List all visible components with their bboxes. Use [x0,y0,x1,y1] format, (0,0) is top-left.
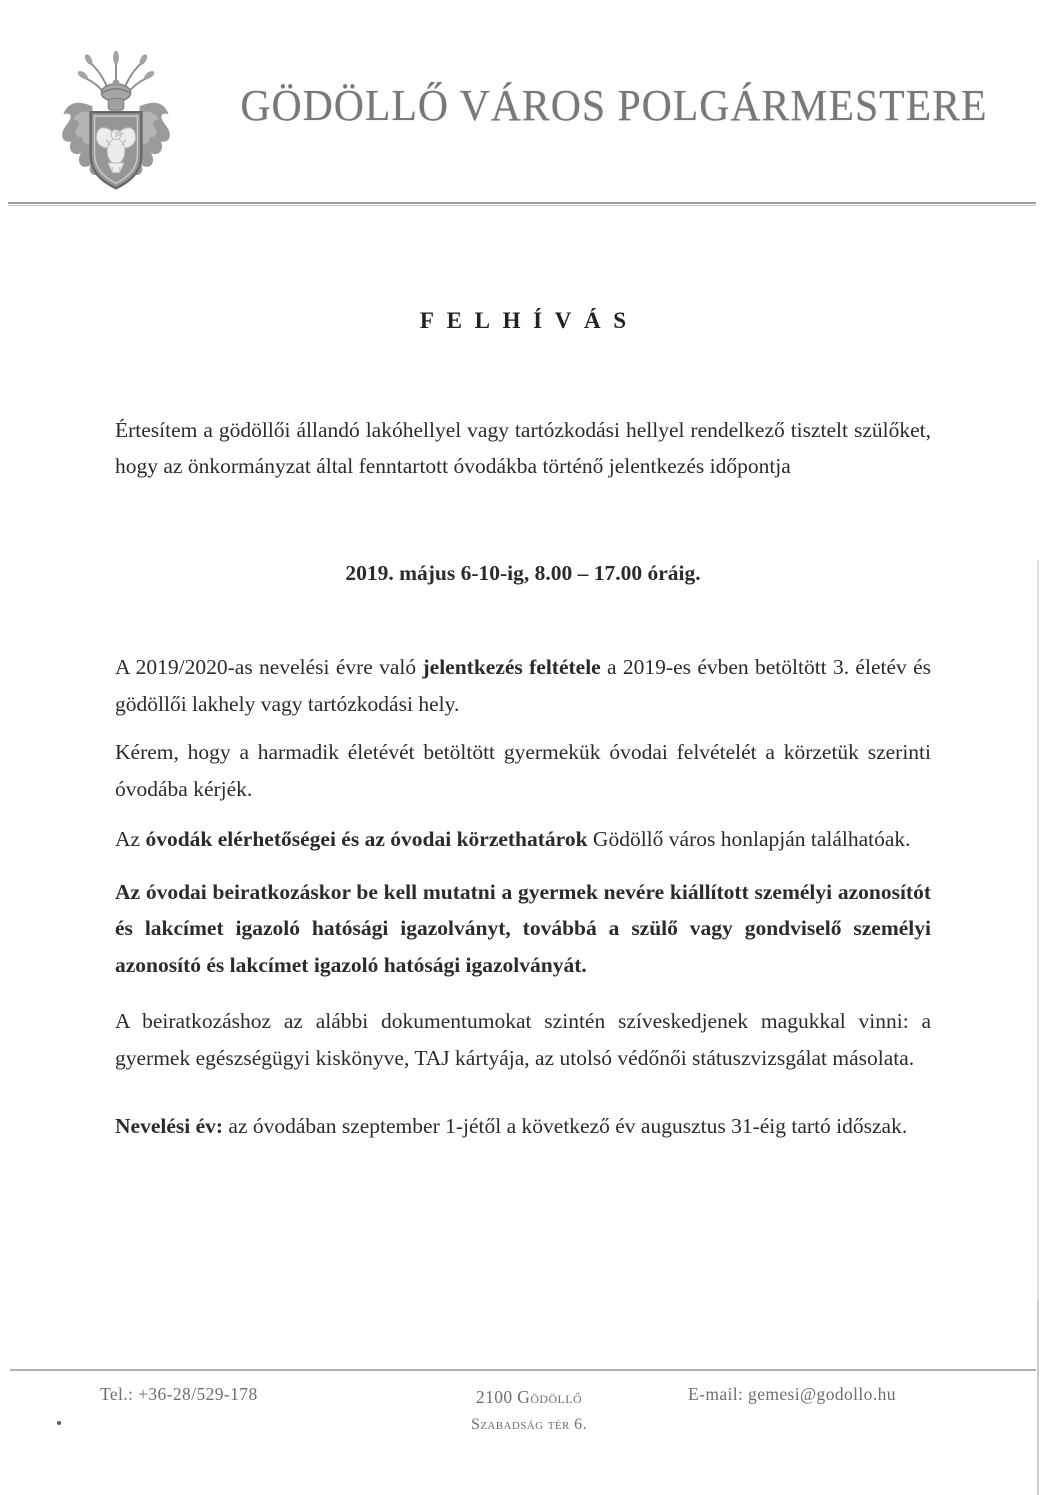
paragraph [115,1108,931,1145]
text-run: az óvodában szeptember 1-jétől a következő év augusztus 31-éig tartó időszak. [223,1114,908,1138]
text-run: Nevelési év: [115,1114,224,1138]
header-divider [8,202,1036,206]
text-run: Az óvodai beiratkozáskor be kell mutatni a gyermek nevére kiállított személyi azonosítót és lakcímet igazoló hatósági igazolványt, továbbá a szülő vagy gondviselő személyi azonosító és lakcímet igazoló hatósági igazolványát. [115,879,931,977]
text-run: 2019. május 6-10-ig, 8.00 – 17.00 óráig. [345,560,701,585]
text-run: Kérem, hogy a harmadik életévét betöltött gyermekük óvodai felvételét a körzetük szerinti óvodába kérjék. [115,740,931,801]
footer-address-line1: 2100 Gödöllő [475,1387,583,1407]
text-run: A 2019/2020-as nevelési évre való [115,655,423,679]
text-run: Értesítem a gödöllői állandó lakóhellyel vagy tartózkodási hellyel rendelkező tisztelt szülőket, hogy az önkormányzat által fenntartott óvodákba történő jelentkezés időpontja [115,417,931,478]
text-run: Az [115,827,146,851]
paragraph [115,821,931,858]
organization-name: GÖDÖLLŐ VÁROS POLGÁRMESTERE [240,81,988,130]
text-run: A beiratkozáshoz az alábbi dokumentumokat szintén szíveskedjenek magukkal vinni: a gyermek egészségügyi kiskönyve, TAJ kártyája, az utolsó védőnői státuszvizsgálat másolata. [115,1009,931,1070]
text-run: óvodák elérhetőségei és az óvodai körzethatárok [145,827,588,851]
paragraph [115,734,931,807]
letterhead [38,42,1038,197]
paragraph [115,649,931,722]
date-heading [115,555,931,592]
text-run: Gödöllő város honlapján találhatóak. [587,827,911,851]
text-run: jelentkezés feltétele [422,655,601,679]
document-body [115,412,931,1145]
paragraph [115,874,931,984]
document-title: FELHÍVÁS [419,308,639,333]
paragraph [115,1003,931,1076]
scan-artifact-vertical-line-dark [1037,1300,1039,1495]
footer-divider [10,1369,1036,1371]
document-body-wrapper [115,207,931,1145]
footer-address-line2: Szabadság tér 6. [471,1416,587,1433]
paragraph [115,412,931,485]
text-run: a 2019-es évben betöltött 3. életév és gödöllői lakhely vagy tartózkodási hely. [115,655,931,716]
footer-address [0,1384,1058,1438]
footer-email: E-mail: gemesi@godollo.hu [688,1384,896,1404]
footer-phone: Tel.: +36-28/529-178 [100,1384,258,1404]
coat-of-arms-icon [38,42,194,198]
scan-artifact-dot [57,1421,61,1425]
